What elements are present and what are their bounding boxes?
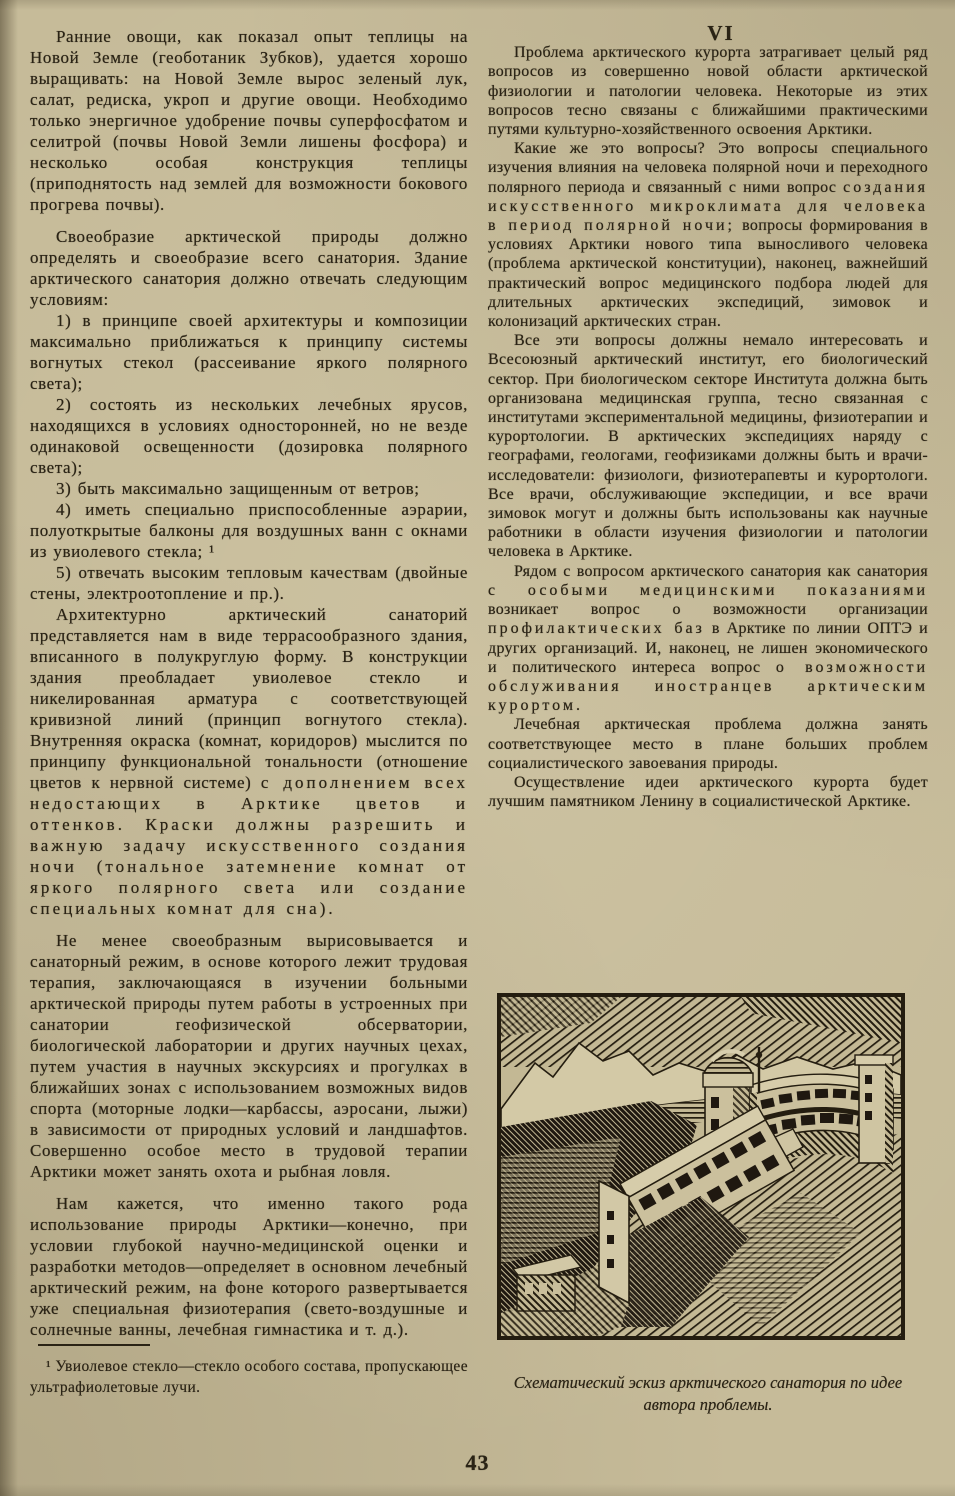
paragraph bbox=[30, 1193, 468, 1340]
footnote-rule bbox=[38, 1344, 150, 1346]
right-text-column bbox=[488, 21, 929, 811]
paragraph bbox=[30, 26, 468, 215]
text-run: 5) отвечать высоким тепловым качествам (двойные стены, электроотопление и пр.). bbox=[30, 563, 468, 603]
text-run: в Арктике по линии ОПТЭ и других организаций. И, наконец, не лишен экономического и политического интереса вопрос bbox=[488, 620, 929, 676]
text-run: Проблема арктического курорта затрагивает целый ряд вопросов из совершенно новой области арктической физиологии и патологии человека. Некоторые из этих вопросов тесно связаны с ближайшими практическими путями культурно-хозяйственного освоения Арктики. bbox=[488, 44, 928, 139]
emphasized-text-run: с дополнением всех недостающих в Арктике цветов и оттенков. Краски должны разрешить и важную задачу искусственного создания ночи (тональное затемнение комнат от яркого полярного света или создание специальных комнат для сна). bbox=[30, 773, 468, 918]
text-run: возникает вопрос о возможности организации bbox=[488, 601, 928, 619]
paragraph bbox=[30, 499, 468, 562]
text-run: 2) состоять из нескольких лечебных ярусов, находящихся в условиях односторонней, но не везде одинаковой освещенности (дозировка полярного света); bbox=[30, 395, 468, 477]
section-heading-roman-numeral: VI bbox=[707, 21, 735, 45]
paragraph bbox=[488, 715, 928, 773]
paragraph bbox=[30, 478, 468, 499]
footnote-block bbox=[30, 1344, 468, 1398]
text-run: Архитектурно арктический санаторий представляется нам в виде террасообразного здания, вписанного в полукруглую форму. В конструкции здания преобладает увиолевое стекло и никелированная арматура с соответствующей кривизной линий (принцип вогнутого стекла). Внутренняя окраска (комнат, коридоров) мыслится по принципу функциональной тональности (отношение цветов к нервной системе) bbox=[30, 605, 468, 792]
paragraph bbox=[488, 331, 928, 561]
left-text-column bbox=[30, 26, 468, 1340]
paragraph bbox=[488, 43, 928, 139]
paragraph bbox=[30, 310, 468, 394]
paragraph bbox=[488, 139, 928, 331]
page-number: 43 bbox=[465, 1450, 490, 1475]
text-run: 4) иметь специально приспособленные аэрарии, полуоткрытые балконы для воздушных ванн с окнами из увиолевого стекла; ¹ bbox=[30, 500, 468, 561]
text-run: Осуществление идеи арктического курорта будет лучшим памятником Ленину в социалистической Арктике. bbox=[488, 773, 928, 811]
right-column-paragraphs bbox=[488, 43, 928, 811]
text-run: Ранние овощи, как показал опыт теплицы на Новой Земле (геоботаник Зубков), удается хорошо выращивать: на Новой Земле вырос зеленый лук, салат, редиска, укроп и другие овощи. Необходимо только энергичное удобрение почвы суперфосфатом и селитрой (почвы Новой Земли лишены фосфора) и несколько особая конструкция теплицы (приподнятость над землей для возможности бокового прогрева почвы). bbox=[30, 27, 468, 214]
text-run: Лечебная арктическая проблема должна занять соответствующее место в плане больших проблем социалистического завоевания природы. bbox=[488, 716, 928, 772]
text-run: Не менее своеобразным вырисовывается и санаторный режим, в основе которого лежит трудовая терапия, заключающаяся в изучении больными арктической природы путем работы в устроенных при санатории геофизической обсерватории, биологической лаборатории и других научных цехах, путем участия в научных экскурсиях и прогулках в ближайших зонах с использованием возможных видов спорта (моторные лодки—карбассы, аэросани, лыжи) в зависимости от природных условий и ландшафтов. Совершенно особое место в трудовой терапии Арктики может занять охота и рыбная ловля. bbox=[30, 931, 468, 1181]
paragraph bbox=[30, 562, 468, 604]
page-edge-shadow-left bbox=[0, 0, 18, 1496]
emphasized-text-run: с особыми медицинскими показаниями bbox=[488, 581, 928, 599]
emphasized-text-run: профилактических баз bbox=[488, 620, 705, 638]
paragraph bbox=[30, 394, 468, 478]
text-run: вопросы формирования в условиях Арктики нового типа выносливого человека (проблема арктической конституции), наконец, важнейший практический вопрос медицинского подбора людей для длительных арктических экспедиций, зимовок и колонизаций арктических стран. bbox=[488, 217, 928, 331]
text-run: Своеобразие арктической природы должно определять и своеобразие всего санатория. Здание арктического санатория должно отвечать следующим условиям: bbox=[30, 227, 468, 309]
text-run: 3) быть максимально защищенным от ветров; bbox=[56, 479, 420, 498]
page-edge-shadow-bottom bbox=[0, 1484, 955, 1496]
text-run: Какие же это вопросы? Это вопросы специального изучения влияния на человека полярной ночи и переходного полярного периода и связанный с ними вопрос bbox=[488, 140, 928, 196]
footnote-text: ¹ Увиолевое стекло—стекло особого состава, пропускающее ультрафиолетовые лучи. bbox=[30, 1358, 468, 1396]
paragraph bbox=[488, 562, 928, 716]
text-run: 1) в принципе своей архитектуры и композиции максимально приближаться к принципу системы вогнутых стекол (рассеивание яркого полярного света); bbox=[30, 311, 468, 393]
text-run: Нам кажется, что именно такого рода использование природы Арктики—конечно, при условии глубокой научно-медицинской оценки и разработки методов—определяет в основном лечебный арктический режим, на фоне которого развертывается уже специальная физиотерапия (свето-воздушные и солнечные ванны, лечебная гимнастика и т. д.). bbox=[30, 1194, 468, 1339]
sanatorium-woodcut-illustration bbox=[501, 997, 901, 1336]
text-run: Все эти вопросы должны немало интересовать и Всесоюзный арктический институт, его биологический сектор. При биологическом секторе Института должна быть организована медицинская группа, тесно связанная с институтами экспериментальной медицины, физиотерапии и курортологии. В арктических экспедициях наряду с географами, геологами, геофизиками должны быть и врачи-исследователи: физиологи, физиотерапевты и курортологи. Все врачи, обслуживающие экспедиции, и все врачи зимовок могут и должны быть использованы как научные работники в области изучения физиологии и патологии человека в Арктике. bbox=[488, 332, 928, 561]
emphasized-text-run: создания искусственного микроклимата для человека в период полярной ночи; bbox=[488, 178, 928, 235]
page-edge-shadow-top bbox=[0, 0, 955, 10]
text-run: Рядом с вопросом арктического санатория как санатория bbox=[514, 562, 928, 580]
emphasized-text-run: о возможности обслуживания иностранцев арктическим курортом. bbox=[488, 658, 929, 715]
figure-caption: Схематический эскиз арктического санатория по идее автора проблемы. bbox=[513, 1373, 903, 1414]
paragraph bbox=[30, 604, 468, 919]
paragraph bbox=[30, 226, 468, 310]
paragraph bbox=[30, 930, 468, 1182]
paragraph bbox=[488, 773, 928, 811]
figure-frame bbox=[497, 993, 905, 1340]
